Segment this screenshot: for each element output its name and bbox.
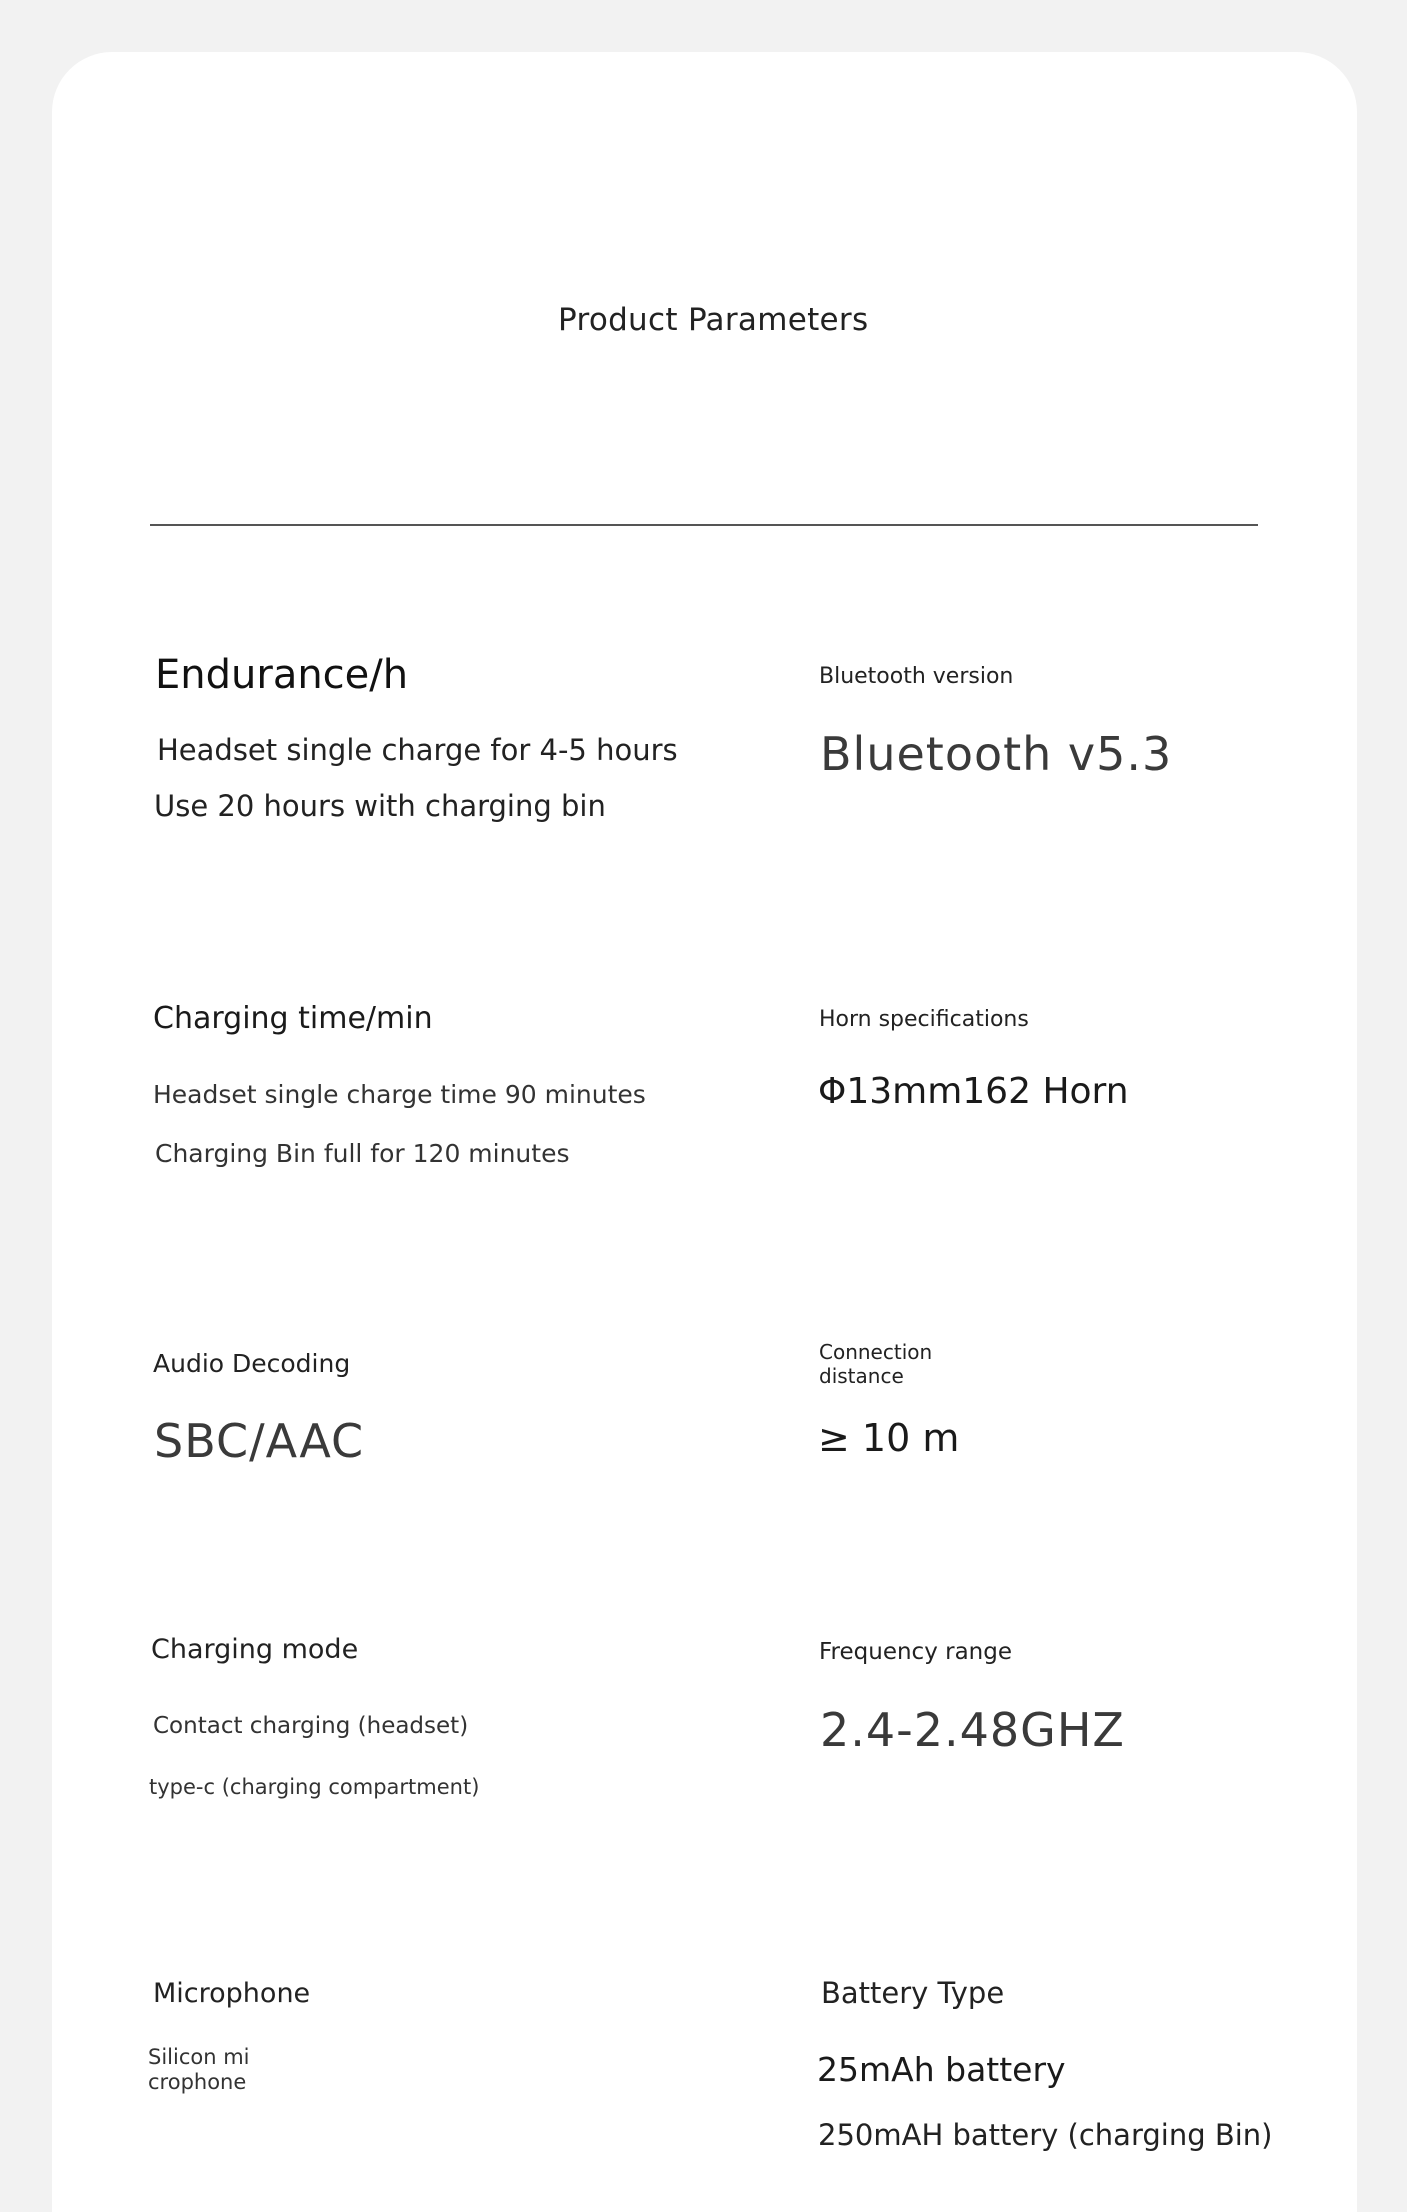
microphone-label: Microphone: [153, 1978, 311, 2009]
title-divider: [150, 524, 1258, 526]
horn-value: Φ13mm162 Horn: [818, 1071, 1129, 1112]
bluetooth-label: Bluetooth version: [819, 664, 1014, 689]
battery-type-label: Battery Type: [821, 1976, 1005, 2010]
charging-time-label: Charging time/min: [153, 1001, 433, 1036]
bluetooth-value: Bluetooth v5.3: [820, 727, 1173, 781]
charging-mode-line-1: Contact charging (headset): [153, 1713, 469, 1739]
endurance-line-1: Headset single charge for 4-5 hours: [157, 733, 678, 767]
audio-decoding-label: Audio Decoding: [153, 1349, 351, 1378]
frequency-label: Frequency range: [819, 1639, 1013, 1665]
connection-distance-label: [819, 1341, 932, 1388]
page-title: Product Parameters: [558, 302, 869, 338]
charging-time-line-1: Headset single charge time 90 minutes: [153, 1080, 646, 1109]
horn-label: Horn specifications: [819, 1007, 1029, 1032]
battery-line-1: 25mAh battery: [817, 2050, 1066, 2089]
connection-distance-label-line-1: Connection: [819, 1340, 933, 1364]
microphone-value-line-2: crophone: [148, 2069, 247, 2094]
charging-mode-label: Charging mode: [151, 1634, 359, 1665]
charging-mode-line-2: type-c (charging compartment): [149, 1775, 480, 1799]
microphone-value: [148, 2045, 250, 2095]
endurance-line-2: Use 20 hours with charging bin: [154, 789, 606, 823]
battery-line-2: 250mAH battery (charging Bin): [818, 2118, 1273, 2152]
connection-distance-label-line-2: distance: [819, 1363, 904, 1388]
audio-decoding-value: SBC/AAC: [154, 1414, 365, 1468]
connection-distance-value: ≥ 10 m: [818, 1416, 960, 1460]
microphone-value-line-1: Silicon mi: [148, 2045, 250, 2069]
product-parameters-card: [52, 52, 1357, 2212]
charging-time-line-2: Charging Bin full for 120 minutes: [155, 1139, 570, 1168]
endurance-label: Endurance/h: [155, 652, 409, 698]
frequency-value: 2.4-2.48GHZ: [820, 1703, 1125, 1757]
